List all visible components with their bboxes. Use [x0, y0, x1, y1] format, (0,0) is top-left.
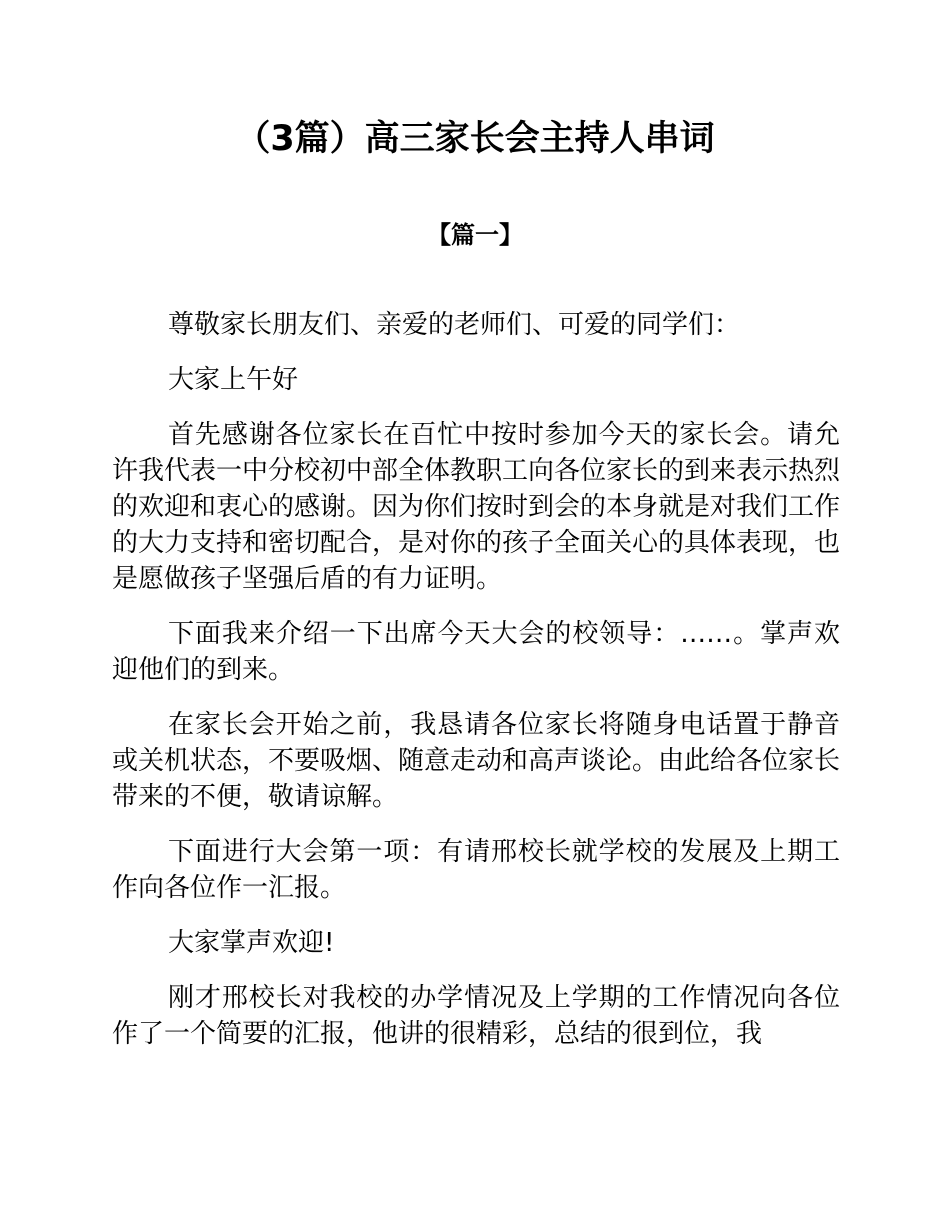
- document-title: （3篇）高三家长会主持人串词: [235, 119, 715, 159]
- section-heading: 【篇一】: [427, 221, 523, 249]
- document-body: [112, 307, 840, 1071]
- paragraph-good-morning: 大家上午好: [168, 365, 299, 395]
- paragraph-thanks: 首先感谢各位家长在百忙中按时参加今天的家长会。请允许我代表一中分校初中部全体教职工向各位家长的到来表示热烈的欢迎和衷心的感谢。因为你们按时到会的本身就是对我们工作的大力支持和密切配合，是对你的孩子全面关心的具体表现，也是愿做孩子坚强后盾的有力证明。: [112, 420, 841, 594]
- paragraph-phone-request: 在家长会开始之前，我恳请各位家长将随身电话置于静音或关机状态，不要吸烟、随意走动和高声谈论。由此给各位家长带来的不便，敬请谅解。: [112, 710, 841, 812]
- paragraph-greeting: 尊敬家长朋友们、亲爱的老师们、可爱的同学们：: [168, 310, 741, 340]
- paragraph-applause: 大家掌声欢迎!: [168, 928, 335, 958]
- paragraph-summary: 刚才邢校长对我校的办学情况及上学期的工作情况向各位作了一个简要的汇报，他讲的很精彩，总结的很到位，我: [112, 983, 840, 1049]
- paragraph-introduce-leaders: 下面我来介绍一下出席今天大会的校领导：……。掌声欢迎他们的到来。: [112, 619, 840, 685]
- paragraph-first-item: 下面进行大会第一项：有请邢校长就学校的发展及上期工作向各位作一汇报。: [112, 837, 840, 903]
